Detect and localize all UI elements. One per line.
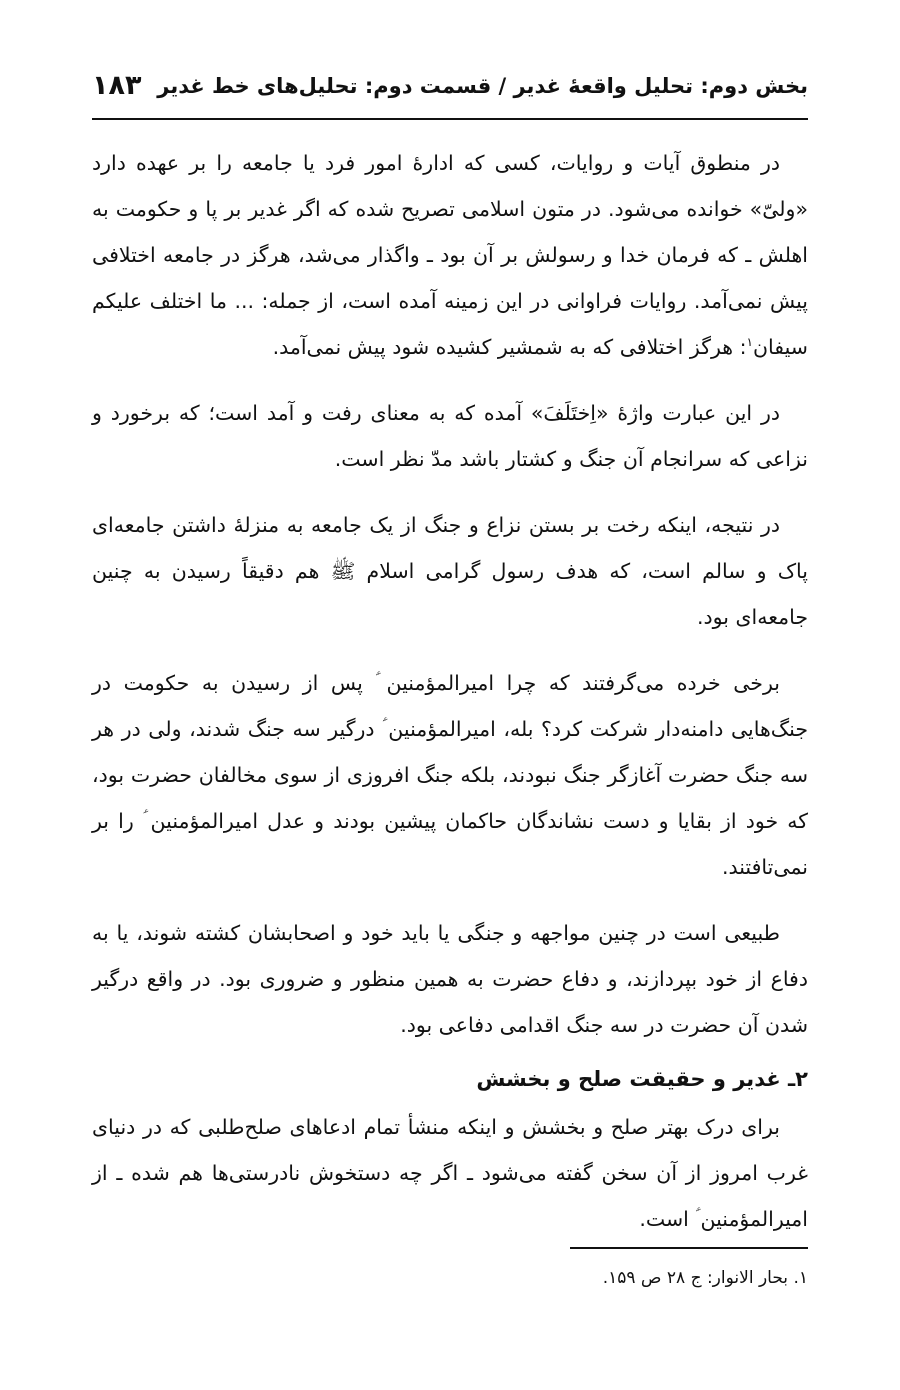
footnote-1: ۱. بحار الانوار: ج ۲۸ ص ۱۵۹. (602, 1268, 808, 1288)
paragraph-4: برخی خرده می‌گرفتند که چرا امیرالمؤمنین ؑ پس از رسیدن به حکومت در جنگ‌هایی دامنه‌دار شرکت کرد؟ بله، امیرالمؤمنین ؑ درگیر سه جنگ شدند، ولی در هر سه جنگ حضرت آغازگر جنگ نبودند، بلکه جنگ افروزی از سوی مخالفان حضرت بود، که خود از بقایا و دست نشاندگان حاکمان پیشین بودند و عدل امیرالمؤمنین ؑ را بر نمی‌تافتند. (92, 671, 808, 879)
running-title: بخش دوم: تحلیل واقعهٔ غدیر / قسمت دوم: تحلیل‌های خط غدیر (157, 74, 808, 98)
page-number: ۱۸۳ (92, 70, 142, 101)
page-header (92, 70, 808, 112)
paragraph-1-text: در منطوق آیات و روایات، کسی که ادارهٔ امور فرد یا جامعه را بر عهده دارد «ولیّ» خوانده می‌شود. در متون اسلامی تصریح شده که اگر غدیر بر پا و حکومت به اهلش ـ که فرمان خدا و رسولش بر آن بود ـ واگذار می‌شد، هرگز در جامعه اختلافی پیش نمی‌آمد. روایات فراوانی در این زمینه آمده است، از جمله: ... ما اختلف علیکم سیفان (92, 151, 808, 359)
section-heading: ۲ـ غدیر و حقیقت صلح و بخشش (476, 1067, 808, 1091)
paragraph-6: برای درک بهتر صلح و بخشش و اینکه منشأ تمام ادعاهای صلح‌طلبی که در دنیای غرب امروز از آن سخن گفته می‌شود ـ اگر چه دستخوش نادرستی‌ها هم شده ـ از امیرالمؤمنین ؑ است. (92, 1115, 808, 1231)
paragraph-1 (92, 140, 808, 370)
paragraph-1-tail: : هرگز اختلافی که به شمشیر کشیده شود پیش نمی‌آمد. (272, 335, 747, 359)
paragraph-3: در نتیجه، اینکه رخت بر بستن نزاع و جنگ از یک جامعه به منزلهٔ داشتن جامعه‌ای پاک و سالم است، که هدف رسول گرامی اسلام ﷺ هم دقیقاً رسیدن به چنین جامعه‌ای بود. (92, 513, 808, 629)
paragraph-5: طبیعی است در چنین مواجهه و جنگی یا باید خود و اصحابشان کشته شوند، یا به دفاع از خود بپردازند، و دفاع حضرت به همین منظور و ضروری بود. در واقع درگیر شدن آن حضرت در سه جنگ اقدامی دفاعی بود. (92, 921, 808, 1037)
footnote-divider (570, 1247, 808, 1249)
header-divider (92, 118, 808, 120)
body-text (92, 140, 808, 1262)
paragraph-2: در این عبارت واژهٔ «اِختَلَفَ» آمده که به معنای رفت و آمد است؛ که برخورد و نزاعی که سرانجام آن جنگ و کشتار باشد مدّ نظر است. (92, 401, 808, 471)
footnote-marker: ۱ (746, 335, 753, 350)
